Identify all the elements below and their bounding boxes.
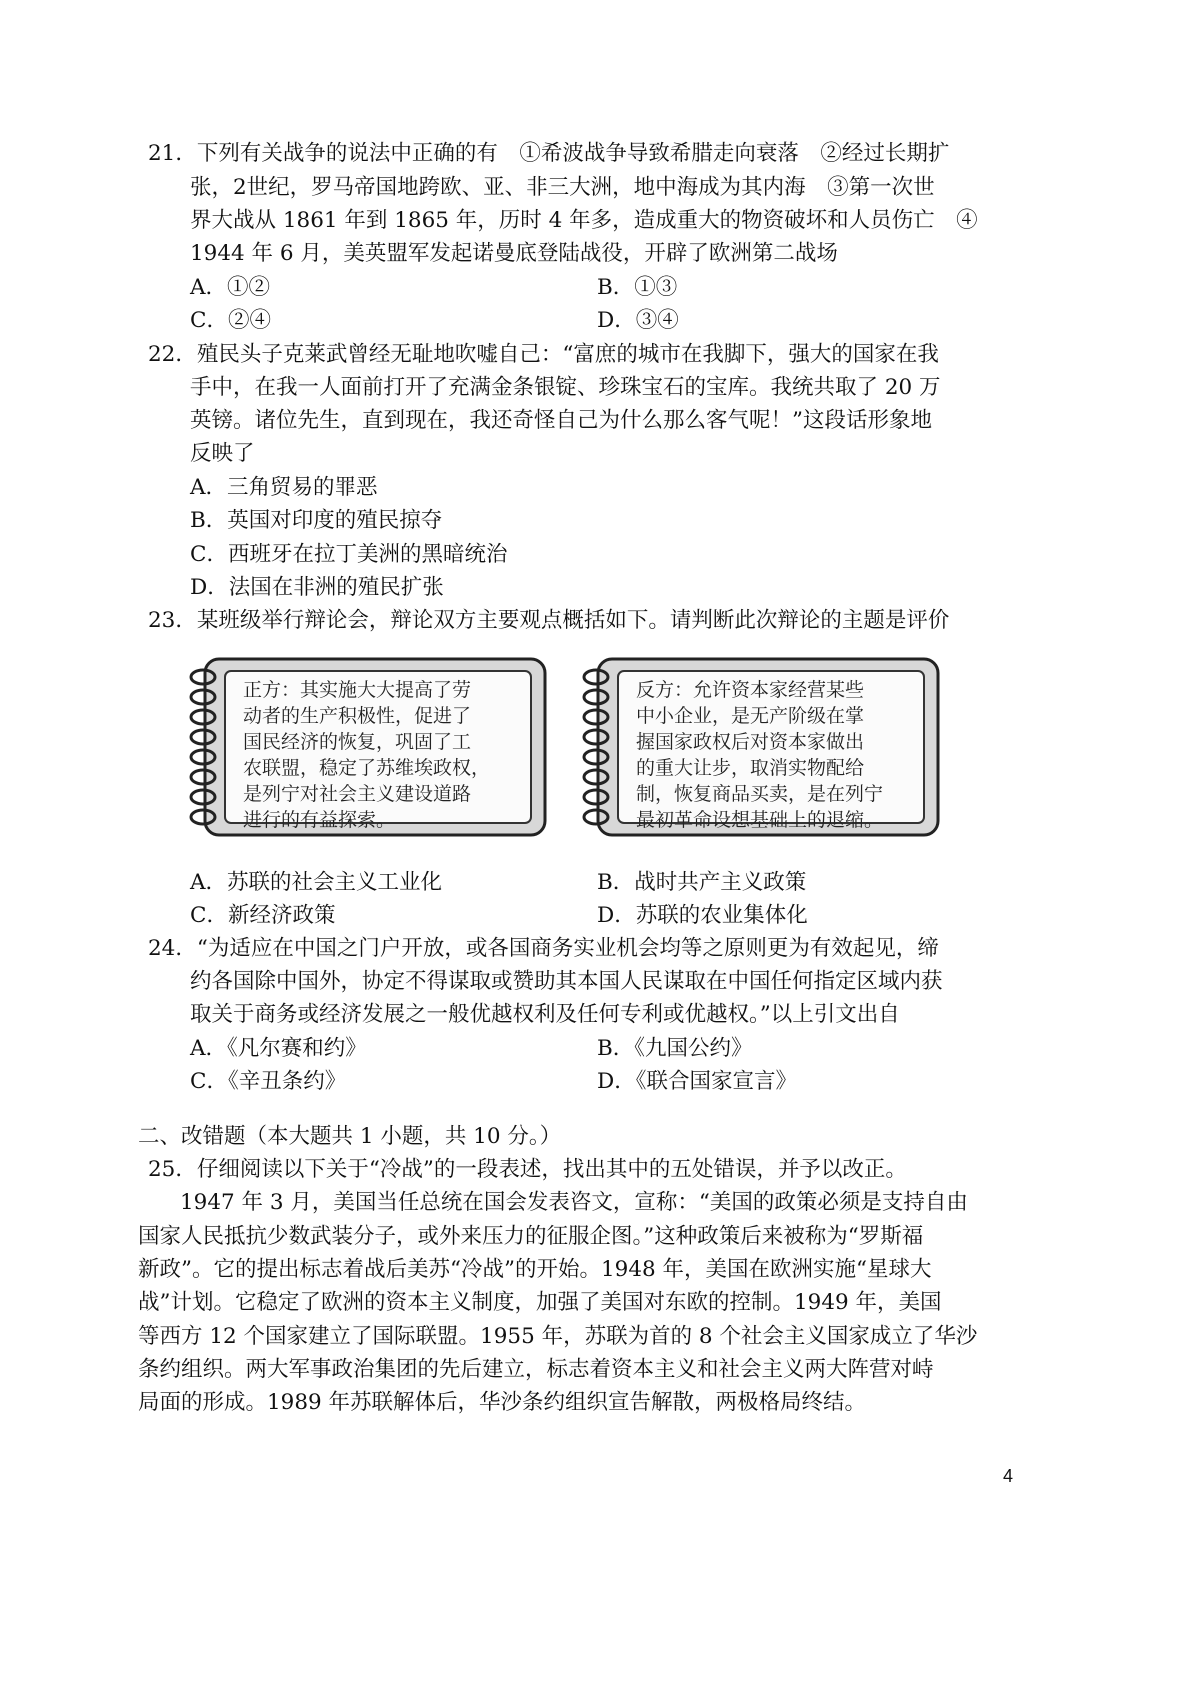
pro-text: [243, 677, 490, 833]
con-line: 制，恢复商品买卖，是在列宁: [636, 783, 884, 805]
q22-option-c: C．西班牙在拉丁美洲的黑暗统治: [190, 542, 508, 567]
q22-option-b: B．英国对印度的殖民掠夺: [190, 508, 443, 533]
q24-option-d: D．《联合国家宣言》: [597, 1069, 797, 1094]
q24-option-a: A．《凡尔赛和约》: [190, 1036, 367, 1061]
page-number: 4: [1003, 1466, 1014, 1486]
con-line: 握国家政权后对资本家做出: [636, 731, 865, 753]
q25-paragraph-line-5: 等西方 12 个国家建立了国际联盟。1955 年，苏联为首的 8 个社会主义国家成立了华沙: [138, 1324, 978, 1349]
con-line: 反方：允许资本家经营某些: [636, 679, 865, 701]
pro-line: 是列宁对社会主义建设道路: [243, 783, 472, 805]
q25-paragraph-line-4: 战”计划。它稳定了欧洲的资本主义制度，加强了美国对东欧的控制。1949 年，美国: [138, 1290, 942, 1315]
pro-line: 动者的生产积极性，促进了: [243, 705, 472, 727]
notebook-pro: [185, 655, 550, 840]
con-line: 中小企业，是无产阶级在掌: [636, 705, 865, 727]
q23-option-b: B．战时共产主义政策: [597, 870, 807, 895]
q23-line-1: 23．某班级举行辩论会，辩论双方主要观点概括如下。请判断此次辩论的主题是评价: [148, 608, 950, 633]
q21-option-c: C．②④: [190, 308, 271, 333]
q21-option-a: A．①②: [190, 275, 271, 300]
q25-paragraph-line-1: 1947 年 3 月，美国当任总统在国会发表咨文，宣称：“美国的政策必须是支持自由: [180, 1190, 968, 1215]
q24-option-b: B．《九国公约》: [597, 1036, 753, 1061]
q24-line-2: 约各国除中国外，协定不得谋取或赞助其本国人民谋取在中国任何指定区域内获: [190, 969, 943, 994]
con-line: 的重大让步，取消实物配给: [636, 757, 865, 779]
con-text: [636, 677, 883, 833]
q22-line-2: 手中，在我一人面前打开了充满金条银锭、珍珠宝石的宝库。我统共取了 20 万: [190, 375, 941, 400]
q22-option-d: D．法国在非洲的殖民扩张: [190, 575, 444, 600]
section-heading: 二、改错题（本大题共 1 小题，共 10 分。）: [138, 1124, 562, 1149]
q21-line-2: 张，2世纪，罗马帝国地跨欧、亚、非三大洲，地中海成为其内海 ③第一次世: [190, 175, 935, 200]
q21-option-d: D．③④: [597, 308, 679, 333]
q21-line-3: 界大战从 1861 年到 1865 年，历时 4 年多，造成重大的物资破坏和人员伤亡 ④: [190, 208, 978, 233]
q22-line-3: 英镑。诸位先生，直到现在，我还奇怪自己为什么那么客气呢！”这段话形象地: [190, 408, 932, 433]
pro-line: 进行的有益探索。: [243, 809, 396, 831]
q21-line-4: 1944 年 6 月，美英盟军发起诺曼底登陆战役，开辟了欧洲第二战场: [190, 241, 838, 266]
pro-line: 国民经济的恢复，巩固了工: [243, 731, 472, 753]
q21-option-b: B．①③: [597, 275, 678, 300]
q25-paragraph-line-3: 新政”。它的提出标志着战后美苏“冷战”的开始。1948 年，美国在欧洲实施“星球大: [138, 1257, 932, 1282]
q22-line-1: 22．殖民头子克莱武曾经无耻地吹嘘自己：“富庶的城市在我脚下，强大的国家在我: [148, 342, 939, 367]
q21-line-1: 21．下列有关战争的说法中正确的有 ①希波战争导致希腊走向衰落 ②经过长期扩: [148, 141, 950, 166]
con-line: 最初革命设想基础上的退缩。: [636, 809, 884, 831]
q24-line-1: 24．“为适应在中国之门户开放，或各国商务实业机会均等之原则更为有效起见，缔: [148, 936, 939, 961]
q25-prompt: 25．仔细阅读以下关于“冷战”的一段表述，找出其中的五处错误，并予以改正。: [148, 1157, 907, 1182]
q25-paragraph-line-2: 国家人民抵抗少数武装分子，或外来压力的征服企图。”这种政策后来被称为“罗斯福: [138, 1224, 924, 1249]
q22-line-4: 反映了: [190, 441, 255, 466]
pro-line: 农联盟，稳定了苏维埃政权，: [243, 757, 491, 779]
q23-option-a: A．苏联的社会主义工业化: [190, 870, 443, 895]
notebook-con: [578, 655, 943, 840]
q23-option-c: C．新经济政策: [190, 903, 336, 928]
q23-option-d: D．苏联的农业集体化: [597, 903, 808, 928]
pro-line: 正方：其实施大大提高了劳: [243, 679, 472, 701]
q25-paragraph-line-7: 局面的形成。1989 年苏联解体后，华沙条约组织宣告解散，两极格局终结。: [138, 1390, 867, 1415]
q24-option-c: C．《辛丑条约》: [190, 1069, 347, 1094]
q25-paragraph-line-6: 条约组织。两大军事政治集团的先后建立，标志着资本主义和社会主义两大阵营对峙: [138, 1357, 934, 1382]
q24-line-3: 取关于商务或经济发展之一般优越权利及任何专利或优越权。”以上引文出自: [190, 1002, 900, 1027]
q22-option-a: A．三角贸易的罪恶: [190, 475, 378, 500]
